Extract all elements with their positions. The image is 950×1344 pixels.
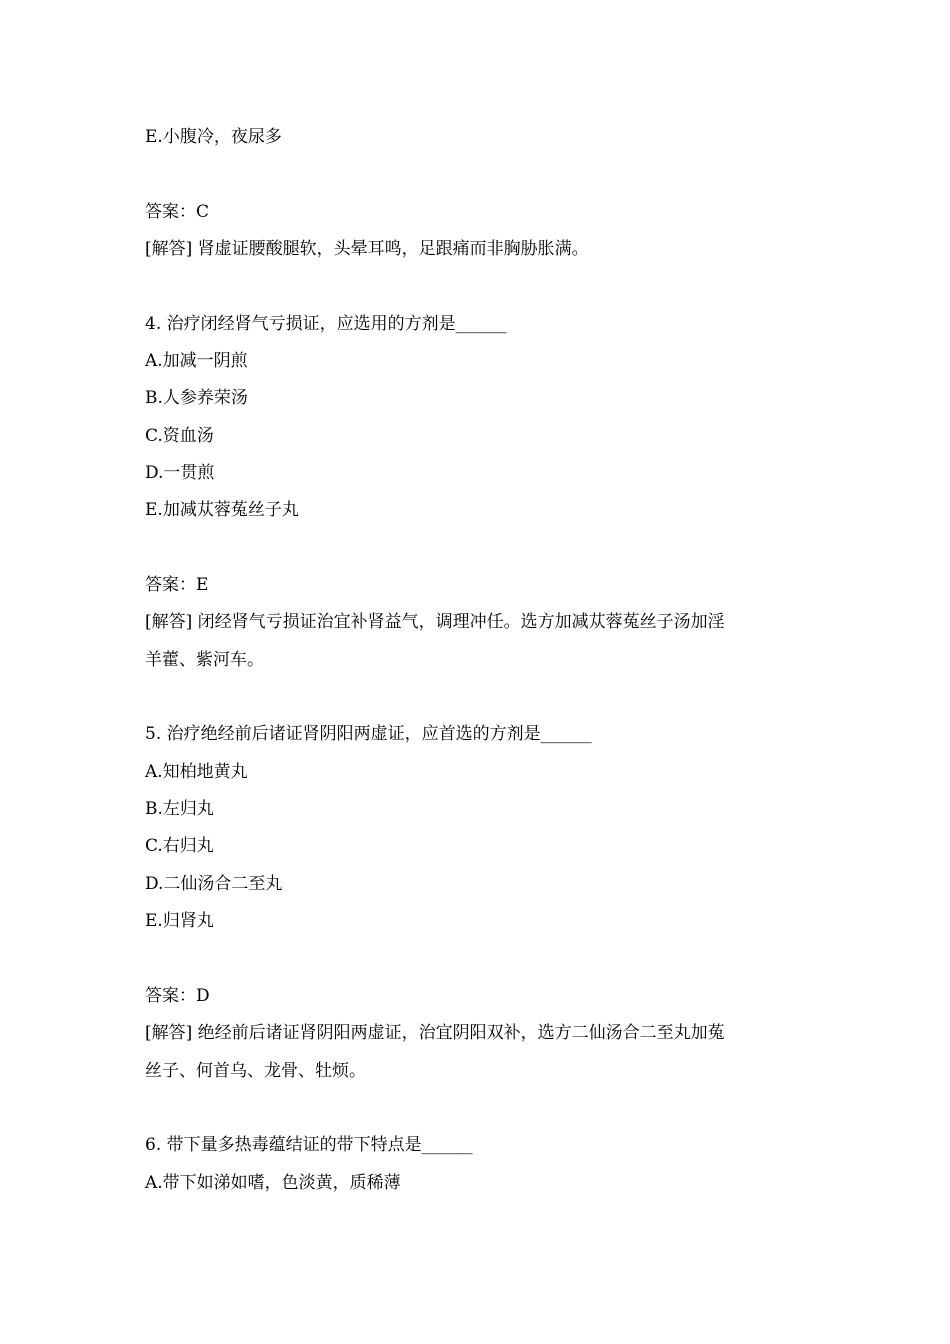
q5-option-c: C.右归丸	[145, 836, 214, 856]
q4-question: 4. 治疗闭经肾气亏损证，应选用的方剂是______	[145, 314, 507, 334]
q5-option-a: A.知柏地黄丸	[145, 762, 248, 782]
q5-option-e: E.归肾丸	[145, 911, 214, 931]
q4-option-b: B.人参养荣汤	[145, 388, 248, 408]
q4-explanation-line-2: 羊藿、紫河车。	[145, 650, 264, 670]
q4-answer: 答案：E	[145, 575, 209, 595]
q4-option-d: D.一贯煎	[145, 463, 215, 483]
q5-question: 5. 治疗绝经前后诸证肾阴阳两虚证，应首选的方剂是______	[145, 724, 592, 744]
q5-answer: 答案：D	[145, 986, 210, 1006]
q4-explanation-line-1: [解答] 闭经肾气亏损证治宜补肾益气，调理冲任。选方加减苁蓉菟丝子汤加淫	[145, 612, 725, 632]
q5-option-b: B.左归丸	[145, 799, 214, 819]
q4-option-c: C.资血汤	[145, 426, 214, 446]
q5-explanation-line-1: [解答] 绝经前后诸证肾阴阳两虚证，治宜阴阳双补，选方二仙汤合二至丸加菟	[145, 1023, 725, 1043]
q3-answer: 答案：C	[145, 202, 210, 222]
q6-question: 6. 带下量多热毒蕴结证的带下特点是______	[145, 1135, 473, 1155]
q5-explanation-line-2: 丝子、何首乌、龙骨、牡烦。	[145, 1061, 366, 1081]
q3-explanation: [解答] 肾虚证腰酸腿软，头晕耳鸣，足跟痛而非胸胁胀满。	[145, 239, 589, 259]
q3-option-e: E.小腹冷，夜尿多	[145, 127, 282, 147]
q6-option-a: A.带下如涕如嗜，色淡黄，质稀薄	[145, 1173, 401, 1193]
q5-option-d: D.二仙汤合二至丸	[145, 874, 283, 894]
q4-option-e: E.加减苁蓉菟丝子丸	[145, 500, 299, 520]
q4-option-a: A.加减一阴煎	[145, 351, 248, 371]
